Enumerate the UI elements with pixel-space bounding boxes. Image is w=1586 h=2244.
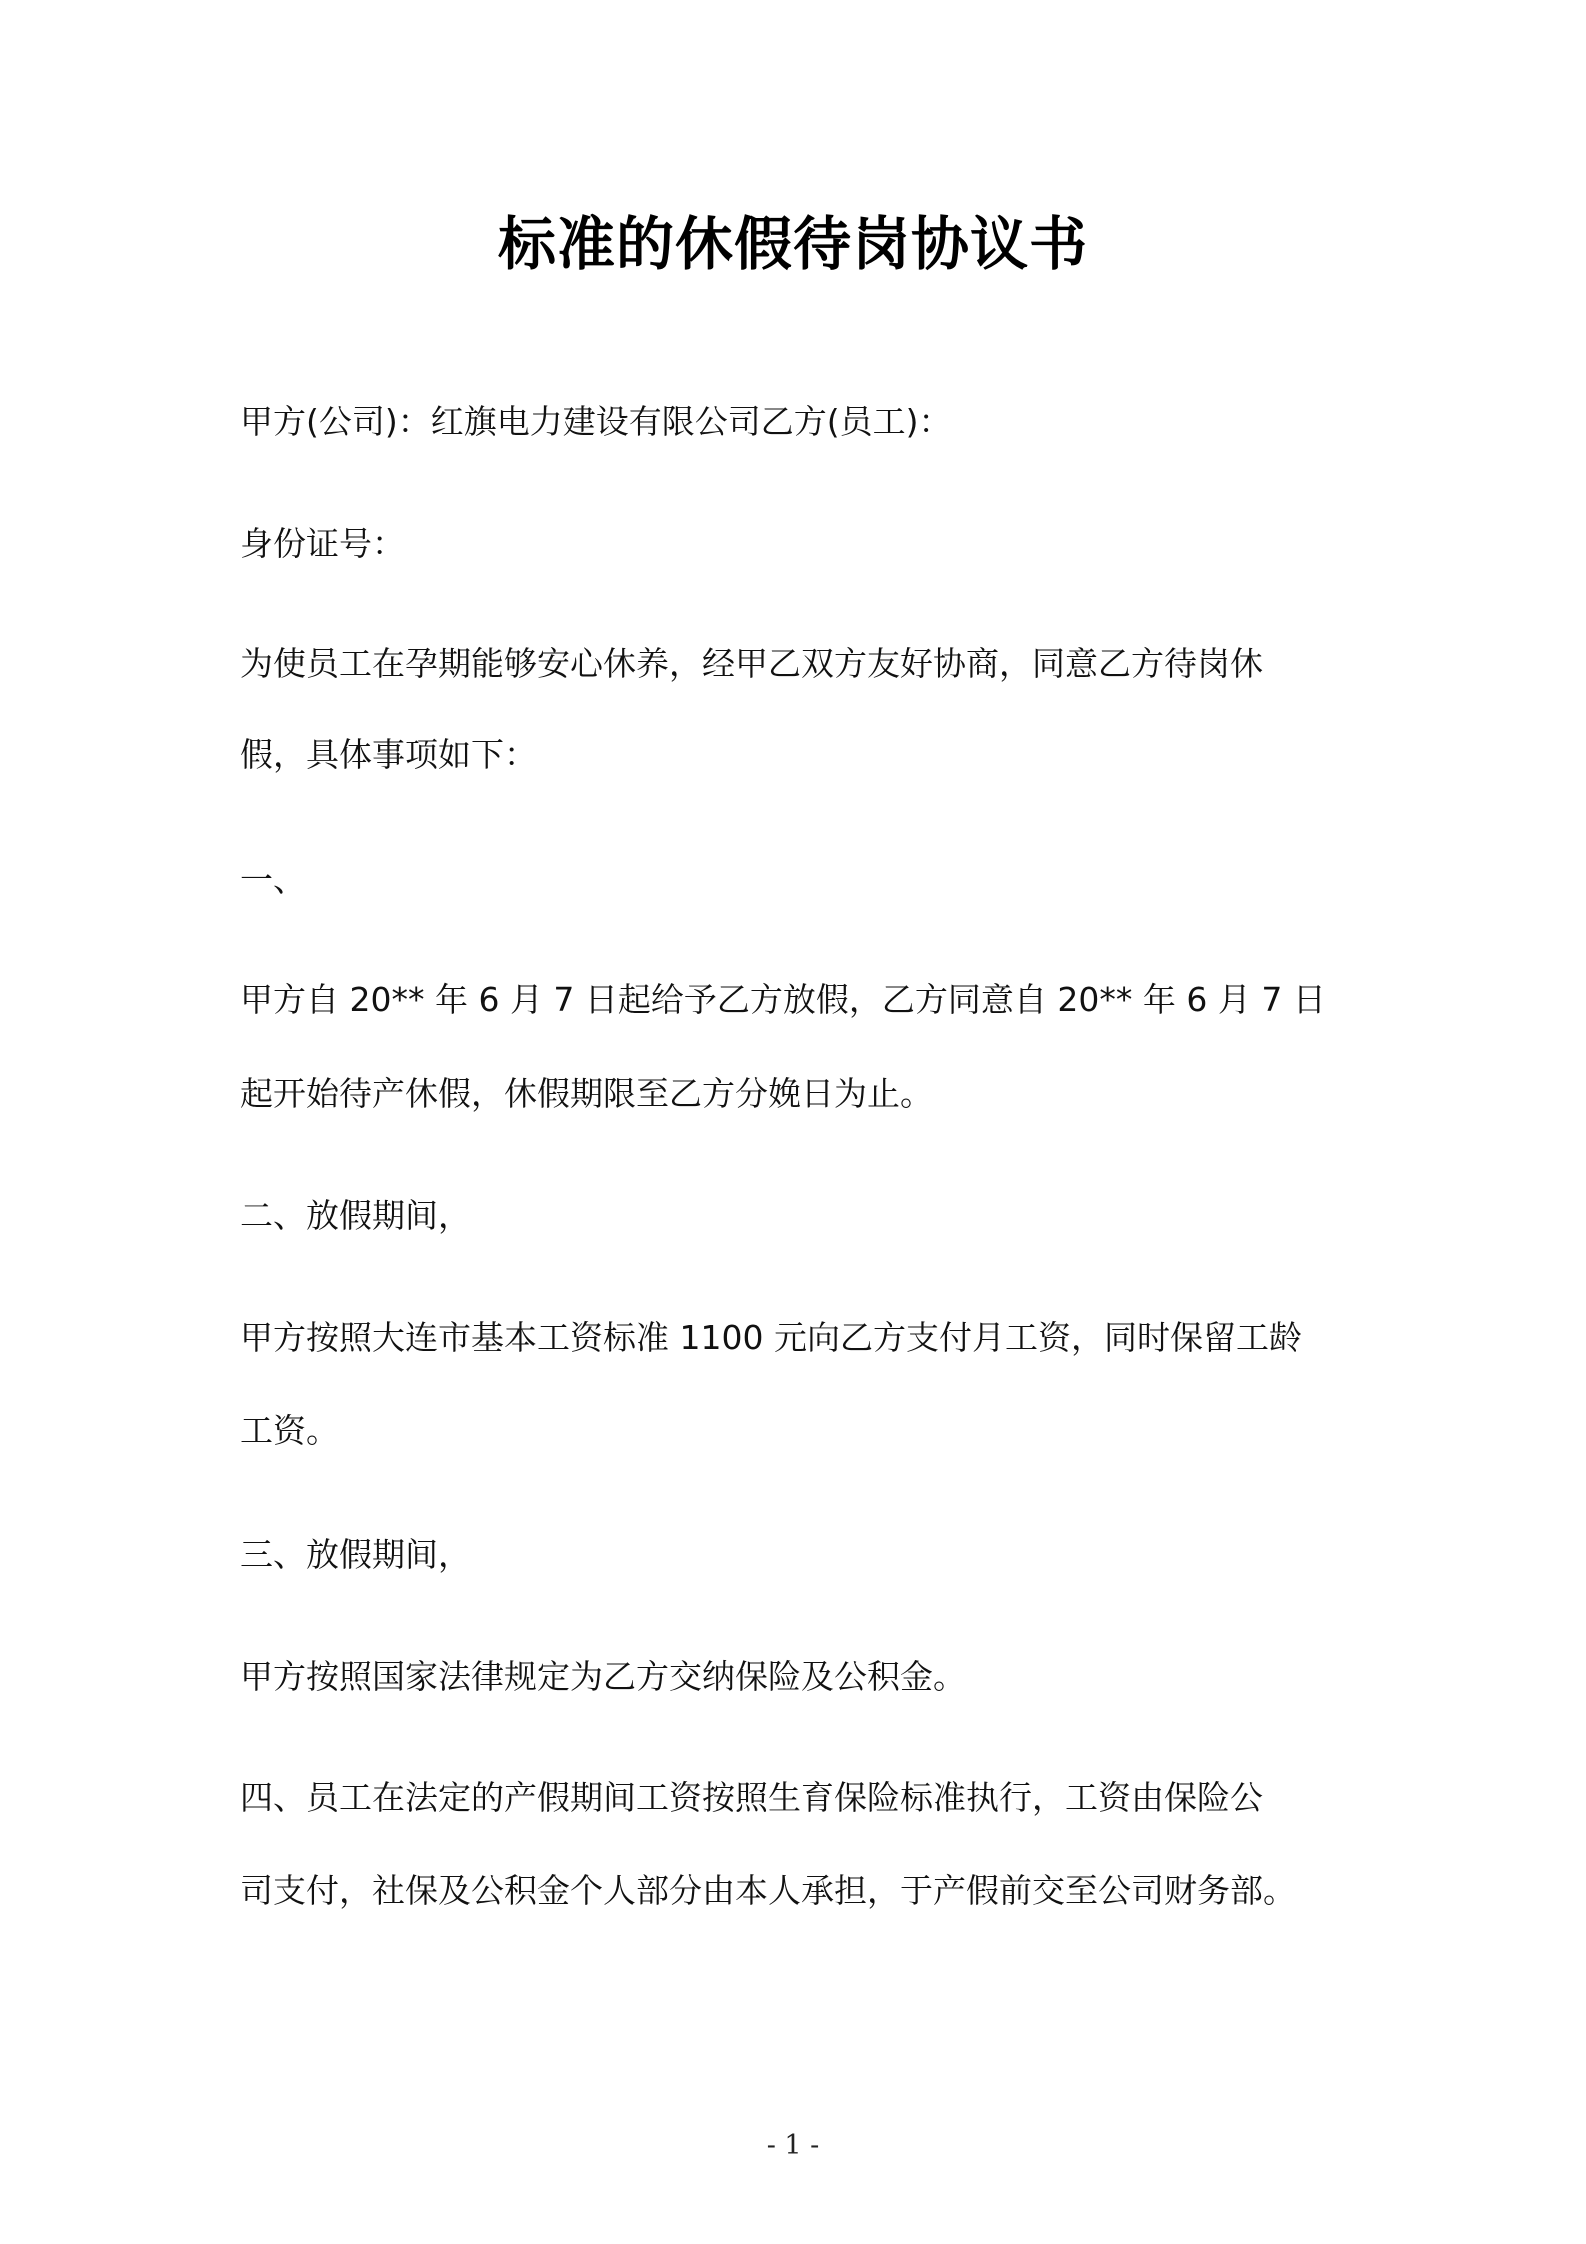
party-a-line: 甲方(公司)：红旗电力建设有限公司乙方(员工)： (240, 402, 952, 441)
section-1-line-2: 起开始待产休假，休假期限至乙方分娩日为止。 (240, 1074, 933, 1113)
intro-line-2: 假，具体事项如下： (240, 735, 537, 774)
section-4-line-2: 司支付，社保及公积金个人部分由本人承担，于产假前交至公司财务部。 (240, 1871, 1296, 1910)
section-2-line-2: 工资。 (240, 1411, 339, 1450)
document-title: 标准的休假待岗协议书 (497, 210, 1088, 278)
section-3-line-1: 甲方按照国家法律规定为乙方交纳保险及公积金。 (240, 1657, 966, 1696)
section-2-heading: 二、放假期间， (240, 1196, 471, 1235)
section-3-heading: 三、放假期间， (240, 1535, 471, 1574)
section-1-heading: 一、 (240, 860, 306, 899)
section-1-line-1: 甲方自 20** 年 6 月 7 日起给予乙方放假，乙方同意自 20** 年 6 月 7 日 (240, 980, 1326, 1019)
section-4-line-1: 四、员工在法定的产假期间工资按照生育保险标准执行，工资由保险公 (240, 1778, 1263, 1817)
section-2-line-1: 甲方按照大连市基本工资标准 1100 元向乙方支付月工资，同时保留工龄 (240, 1318, 1302, 1357)
page-number: - 1 - (766, 2130, 820, 2161)
id-number-line: 身份证号： (240, 524, 405, 563)
intro-line-1: 为使员工在孕期能够安心休养，经甲乙双方友好协商，同意乙方待岗休 (240, 644, 1263, 683)
